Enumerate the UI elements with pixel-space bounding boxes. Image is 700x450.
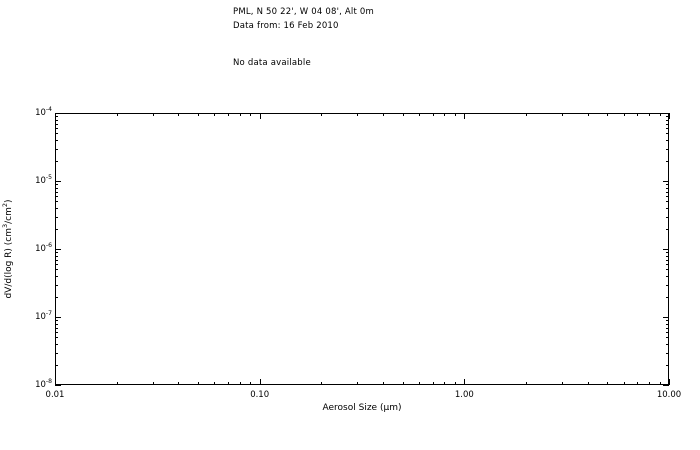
x-tick-label: 0.10 xyxy=(250,390,270,400)
y-tick-minor-left xyxy=(55,116,58,117)
y-tick-minor-right xyxy=(666,269,669,270)
x-tick-minor-bottom xyxy=(383,382,384,385)
y-tick-minor-right xyxy=(666,256,669,257)
x-tick-minor-top xyxy=(250,113,251,116)
y-tick-major-right xyxy=(663,181,669,182)
x-tick-minor-bottom xyxy=(433,382,434,385)
y-tick-minor-left xyxy=(55,140,58,141)
x-tick-minor-top xyxy=(444,113,445,116)
x-tick-minor-bottom xyxy=(117,382,118,385)
y-tick-minor-right xyxy=(666,184,669,185)
y-tick-minor-left xyxy=(55,332,58,333)
y-tick-minor-left xyxy=(55,285,58,286)
y-tick-label xyxy=(28,244,52,254)
y-tick-label-base: 10 xyxy=(35,380,46,390)
x-tick-major-top xyxy=(260,113,261,119)
y-tick-label xyxy=(28,176,52,186)
y-tick-major-right xyxy=(663,385,669,386)
y-tick-minor-right xyxy=(666,201,669,202)
y-tick-label-base: 10 xyxy=(35,244,46,254)
x-tick-label: 0.01 xyxy=(45,390,65,400)
y-tick-major-left xyxy=(55,113,61,114)
x-tick-minor-bottom xyxy=(444,382,445,385)
y-tick-minor-left xyxy=(55,344,58,345)
x-tick-minor-top xyxy=(607,113,608,116)
y-tick-minor-left xyxy=(55,297,58,298)
x-tick-label: 10.00 xyxy=(656,390,682,400)
y-tick-label-exponent: -5 xyxy=(45,174,52,182)
y-tick-minor-left xyxy=(55,328,58,329)
x-axis-label-text: Aerosol Size (µm) xyxy=(322,403,402,413)
y-tick-major-left xyxy=(55,181,61,182)
x-tick-minor-top xyxy=(321,113,322,116)
y-tick-minor-right xyxy=(666,264,669,265)
x-tick-major-top xyxy=(669,113,670,119)
y-tick-minor-left xyxy=(55,320,58,321)
x-tick-minor-bottom xyxy=(588,382,589,385)
x-tick-major-bottom xyxy=(260,379,261,385)
y-tick-minor-left xyxy=(55,252,58,253)
y-tick-minor-right xyxy=(666,344,669,345)
x-tick-minor-top xyxy=(117,113,118,116)
x-axis-label xyxy=(55,403,669,413)
y-axis-label-mid: /cm xyxy=(4,207,14,224)
y-tick-minor-left xyxy=(55,229,58,230)
y-tick-minor-right xyxy=(666,260,669,261)
y-tick-minor-left xyxy=(55,188,58,189)
y-tick-label-base: 10 xyxy=(35,108,46,118)
x-tick-minor-top xyxy=(637,113,638,116)
x-tick-minor-bottom xyxy=(403,382,404,385)
y-tick-minor-left xyxy=(55,269,58,270)
x-tick-minor-bottom xyxy=(198,382,199,385)
y-tick-minor-right xyxy=(666,188,669,189)
y-tick-minor-right xyxy=(666,120,669,121)
x-tick-minor-bottom xyxy=(178,382,179,385)
x-tick-minor-top xyxy=(228,113,229,116)
y-tick-major-left xyxy=(55,317,61,318)
y-tick-minor-left xyxy=(55,337,58,338)
x-tick-minor-top xyxy=(624,113,625,116)
y-tick-minor-left xyxy=(55,217,58,218)
y-tick-label-exponent: -7 xyxy=(45,310,52,318)
y-tick-minor-right xyxy=(666,328,669,329)
x-tick-minor-top xyxy=(526,113,527,116)
y-axis-label xyxy=(1,199,14,299)
y-tick-minor-right xyxy=(666,196,669,197)
y-axis-label-exponent-2: 2 xyxy=(1,202,9,208)
x-tick-minor-bottom xyxy=(660,382,661,385)
y-tick-minor-right xyxy=(666,217,669,218)
x-tick-minor-top xyxy=(649,113,650,116)
y-tick-label xyxy=(28,108,52,118)
y-tick-minor-left xyxy=(55,184,58,185)
y-axis-label-suffix: ) xyxy=(4,199,14,203)
y-tick-label-exponent: -8 xyxy=(45,378,52,386)
x-tick-minor-bottom xyxy=(357,382,358,385)
x-tick-minor-bottom xyxy=(624,382,625,385)
x-tick-major-bottom xyxy=(464,379,465,385)
y-tick-minor-left xyxy=(55,276,58,277)
x-tick-minor-bottom xyxy=(214,382,215,385)
y-tick-minor-left xyxy=(55,124,58,125)
x-tick-minor-bottom xyxy=(228,382,229,385)
y-tick-minor-left xyxy=(55,128,58,129)
plot-header-date: Data from: 16 Feb 2010 xyxy=(233,21,339,31)
y-tick-major-right xyxy=(663,113,669,114)
y-tick-minor-right xyxy=(666,133,669,134)
x-tick-minor-top xyxy=(383,113,384,116)
y-tick-label-exponent: -6 xyxy=(45,242,52,250)
plot-header-location: PML, N 50 22', W 04 08', Alt 0m xyxy=(233,7,375,17)
y-tick-major-right xyxy=(663,249,669,250)
x-tick-minor-bottom xyxy=(419,382,420,385)
y-tick-minor-right xyxy=(666,353,669,354)
y-tick-minor-right xyxy=(666,276,669,277)
y-tick-minor-right xyxy=(666,161,669,162)
x-tick-minor-top xyxy=(660,113,661,116)
y-tick-minor-left xyxy=(55,133,58,134)
x-tick-major-top xyxy=(464,113,465,119)
x-tick-minor-top xyxy=(588,113,589,116)
x-tick-minor-top xyxy=(419,113,420,116)
y-tick-minor-left xyxy=(55,324,58,325)
x-tick-minor-bottom xyxy=(455,382,456,385)
y-tick-major-left xyxy=(55,385,61,386)
x-tick-minor-bottom xyxy=(250,382,251,385)
y-tick-minor-left xyxy=(55,161,58,162)
x-tick-minor-bottom xyxy=(562,382,563,385)
y-tick-major-left xyxy=(55,249,61,250)
y-tick-minor-left xyxy=(55,264,58,265)
y-tick-minor-left xyxy=(55,149,58,150)
y-tick-minor-left xyxy=(55,365,58,366)
x-tick-minor-top xyxy=(153,113,154,116)
y-tick-minor-right xyxy=(666,208,669,209)
x-tick-minor-top xyxy=(433,113,434,116)
x-tick-minor-top xyxy=(403,113,404,116)
plot-axes-frame xyxy=(55,113,669,385)
x-tick-minor-top xyxy=(214,113,215,116)
y-tick-minor-right xyxy=(666,192,669,193)
y-tick-minor-right xyxy=(666,229,669,230)
y-axis-label-exponent-1: 3 xyxy=(1,223,9,228)
x-tick-minor-top xyxy=(455,113,456,116)
y-tick-minor-left xyxy=(55,192,58,193)
y-tick-minor-right xyxy=(666,124,669,125)
x-tick-minor-top xyxy=(357,113,358,116)
y-tick-minor-right xyxy=(666,337,669,338)
y-tick-label xyxy=(28,312,52,322)
y-tick-label-exponent: -4 xyxy=(45,106,52,114)
y-tick-minor-left xyxy=(55,201,58,202)
y-tick-minor-right xyxy=(666,149,669,150)
x-tick-minor-top xyxy=(178,113,179,116)
x-tick-minor-bottom xyxy=(637,382,638,385)
y-axis-label-prefix: dV/d(log R) (cm xyxy=(4,227,14,299)
x-tick-minor-bottom xyxy=(607,382,608,385)
x-tick-minor-bottom xyxy=(240,382,241,385)
y-tick-minor-left xyxy=(55,353,58,354)
y-tick-minor-right xyxy=(666,128,669,129)
y-tick-major-right xyxy=(663,317,669,318)
y-tick-minor-right xyxy=(666,324,669,325)
y-tick-label xyxy=(28,380,52,390)
x-tick-minor-top xyxy=(198,113,199,116)
y-tick-minor-left xyxy=(55,256,58,257)
x-tick-minor-bottom xyxy=(153,382,154,385)
x-tick-label: 1.00 xyxy=(454,390,474,400)
y-tick-minor-right xyxy=(666,285,669,286)
x-tick-minor-top xyxy=(240,113,241,116)
y-tick-minor-right xyxy=(666,332,669,333)
y-tick-minor-left xyxy=(55,260,58,261)
y-tick-label-base: 10 xyxy=(35,312,46,322)
y-tick-minor-right xyxy=(666,320,669,321)
y-tick-minor-right xyxy=(666,140,669,141)
y-tick-minor-right xyxy=(666,116,669,117)
y-tick-minor-left xyxy=(55,208,58,209)
y-tick-minor-right xyxy=(666,365,669,366)
y-tick-minor-left xyxy=(55,120,58,121)
y-tick-label-base: 10 xyxy=(35,176,46,186)
y-tick-minor-right xyxy=(666,252,669,253)
y-tick-minor-right xyxy=(666,297,669,298)
x-tick-minor-bottom xyxy=(649,382,650,385)
x-tick-major-bottom xyxy=(669,379,670,385)
x-tick-minor-bottom xyxy=(526,382,527,385)
no-data-message: No data available xyxy=(233,58,311,68)
y-tick-minor-left xyxy=(55,196,58,197)
x-tick-minor-top xyxy=(562,113,563,116)
x-tick-minor-bottom xyxy=(321,382,322,385)
